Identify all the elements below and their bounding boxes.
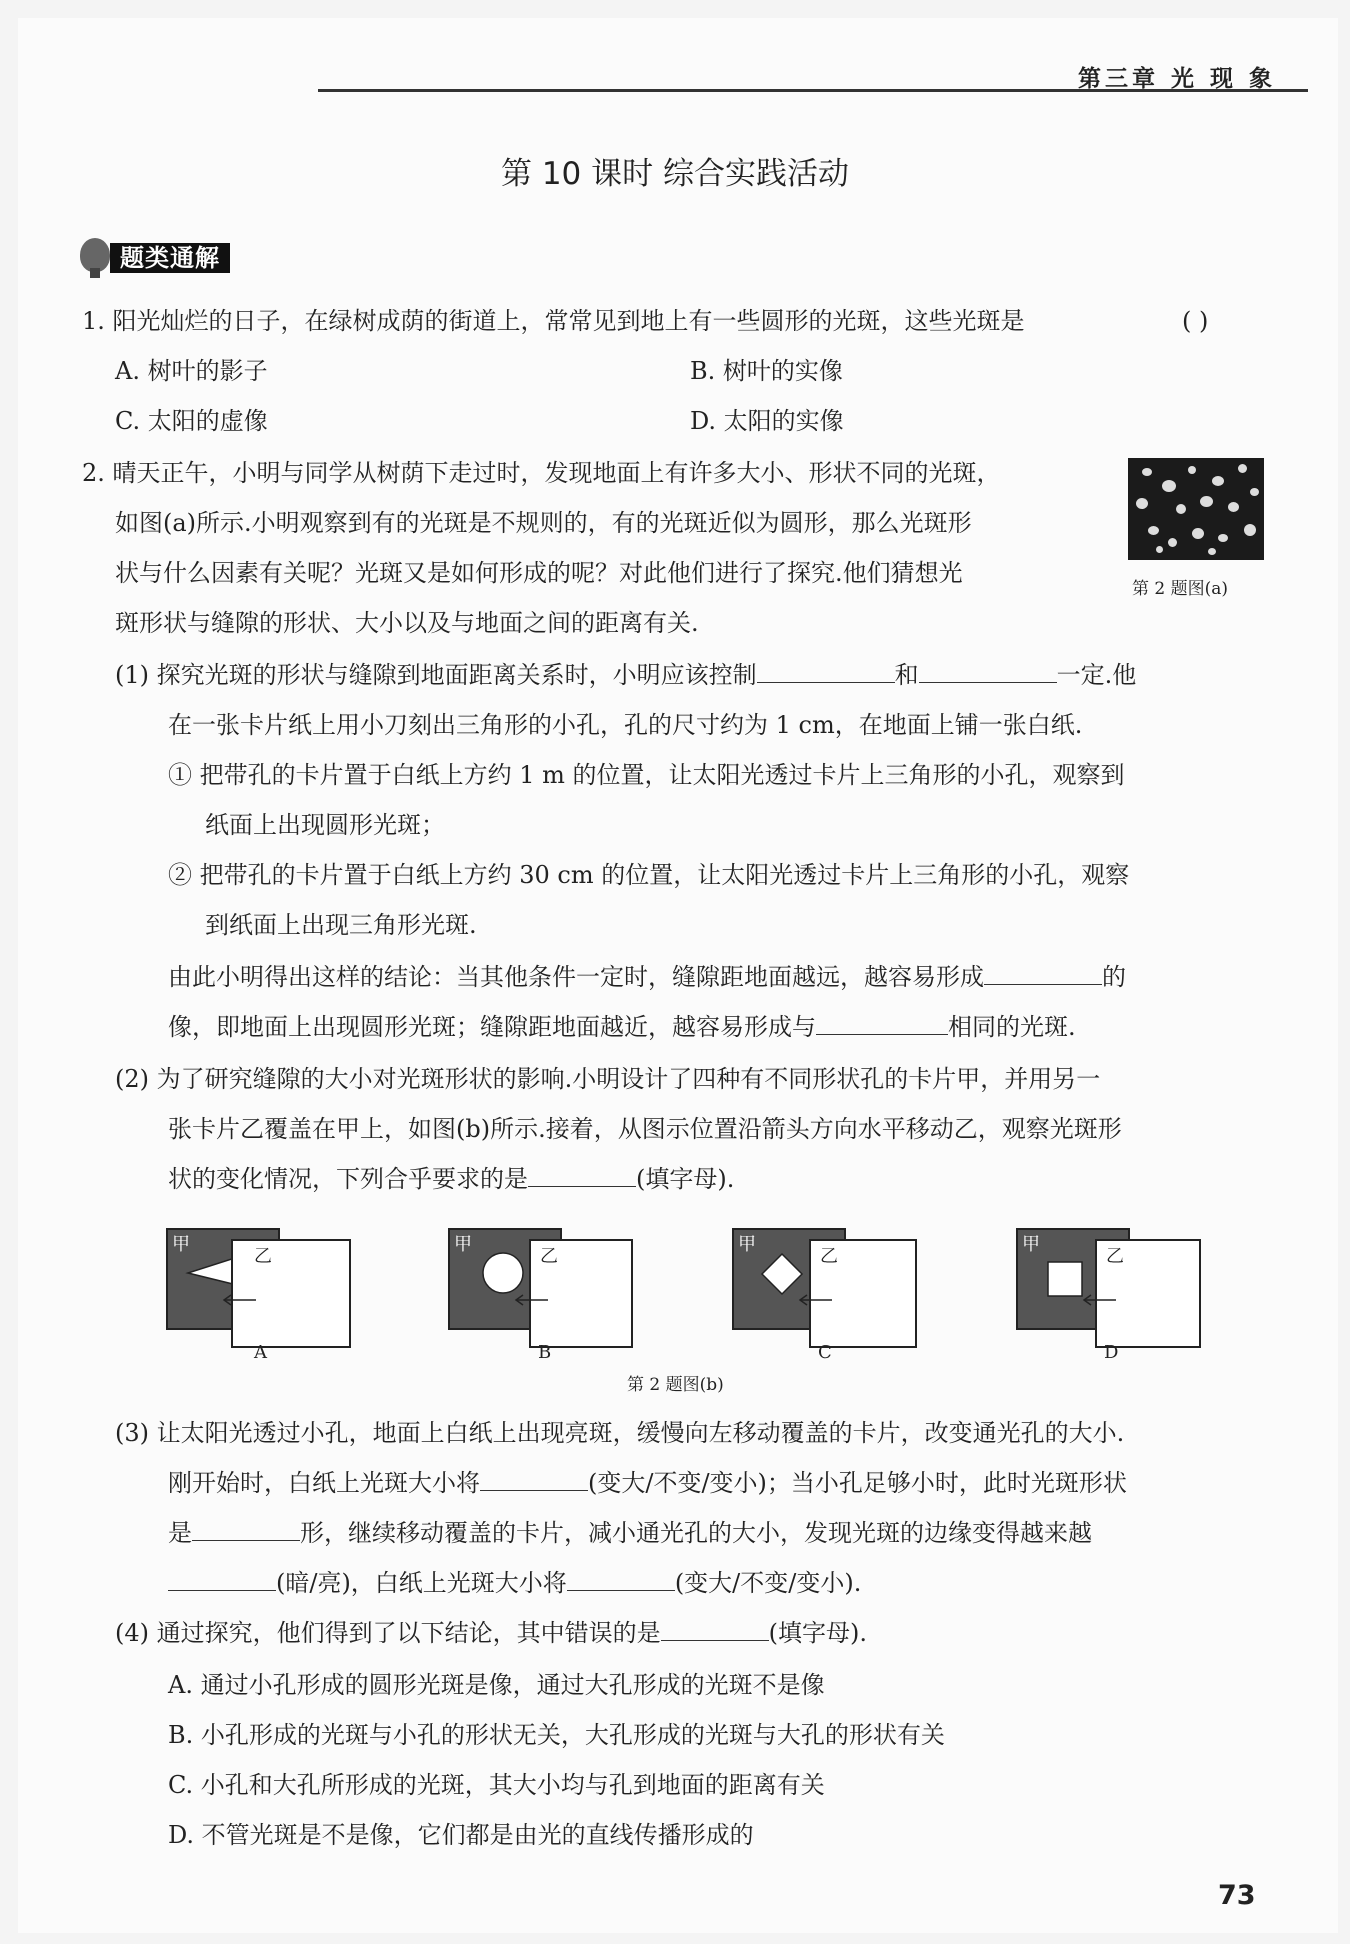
q1-option-c: C. 太阳的虚像: [115, 407, 268, 435]
card-jia-label: 甲: [1022, 1234, 1040, 1255]
q2-part1-step2-b: 到纸面上出现三角形光斑.: [205, 911, 477, 939]
answer-blank[interactable]: [816, 1012, 948, 1035]
card-yi-label: 乙: [1106, 1246, 1124, 1267]
q2-part3-line-3: [168, 1518, 1092, 1548]
option-letter: A: [254, 1342, 267, 1363]
q2-part4-option-c: C. 小孔和大孔所形成的光斑，其大小均与孔到地面的距离有关: [168, 1771, 825, 1799]
chapter-header: 第三章 光 现 象: [1078, 66, 1277, 92]
q2-part4-text-b: (填字母).: [768, 1619, 867, 1647]
answer-blank[interactable]: [919, 660, 1057, 683]
option-letter: C: [818, 1342, 832, 1363]
q2-part1-conclusion-2: [168, 1012, 1076, 1042]
q2-part2-text-b: (填字母).: [636, 1165, 735, 1193]
q2-part2-line-1: (2) 为了研究缝隙的大小对光斑形状的影响.小明设计了四种有不同形状孔的卡片甲，并用另一: [115, 1065, 1101, 1093]
q2-part1-step1-b: 纸面上出现圆形光斑；: [205, 811, 445, 839]
card-jia-label: 甲: [172, 1234, 190, 1255]
q1-option-d: D. 太阳的实像: [690, 407, 844, 435]
answer-blank[interactable]: [984, 962, 1102, 985]
q2-stem-line-3: 状与什么因素有关呢？光斑又是如何形成的呢？对此他们进行了探究.他们猜想光: [115, 559, 963, 587]
card-yi-label: 乙: [820, 1246, 838, 1267]
fig-b-option-b: [448, 1228, 638, 1363]
section-label: 题类通解: [110, 243, 230, 273]
q2-part1-line-1: [115, 660, 1136, 690]
q1-option-b: B. 树叶的实像: [690, 357, 843, 385]
conclusion-text-a: 由此小明得出这样的结论：当其他条件一定时，缝隙距地面越远，越容易形成: [168, 963, 984, 991]
fig-b-option-c: [732, 1228, 922, 1363]
q2-part1-text-a: (1) 探究光斑的形状与缝隙到地面距离关系时，小明应该控制: [115, 661, 757, 689]
q2-part4-line-1: [115, 1618, 867, 1648]
q2-part1-step2-a: ② 把带孔的卡片置于白纸上方约 30 cm 的位置，让太阳光透过卡片上三角形的小孔，观察: [168, 861, 1130, 889]
q2-part3-text-d: 形，继续移动覆盖的卡片，减小通光孔的大小，发现光斑的边缘变得越来越: [300, 1519, 1092, 1547]
answer-blank[interactable]: [661, 1618, 769, 1641]
q2-part4-option-b: B. 小孔形成的光斑与小孔的形状无关，大孔形成的光斑与大孔的形状有关: [168, 1721, 945, 1749]
q2-part3-line-1: (3) 让太阳光透过小孔，地面上白纸上出现亮斑，缓慢向左移动覆盖的卡片，改变通光孔的大小.: [115, 1419, 1125, 1447]
answer-blank[interactable]: [757, 660, 895, 683]
q2-part4-text-a: (4) 通过探究，他们得到了以下结论，其中错误的是: [115, 1619, 661, 1647]
option-letter: B: [538, 1342, 552, 1363]
q1-option-a: A. 树叶的影子: [115, 357, 268, 385]
q2-stem-line-1: 2. 晴天正午，小明与同学从树荫下走过时，发现地面上有许多大小、形状不同的光斑，: [82, 459, 1001, 487]
q2-part3-line-2: [168, 1468, 1127, 1498]
q2-part1-text-c: 一定.他: [1056, 661, 1137, 689]
fig-b-option-d: [1016, 1228, 1206, 1363]
q1-stem: 1. 阳光灿烂的日子，在绿树成荫的街道上，常常见到地上有一些圆形的光斑，这些光斑是: [82, 307, 1025, 335]
q2-part3-line-4: [168, 1568, 861, 1598]
answer-blank[interactable]: [168, 1568, 276, 1591]
light-spots-photo: [1128, 458, 1264, 560]
q2-part1-line-2: 在一张卡片纸上用小刀刻出三角形的小孔，孔的尺寸约为 1 cm，在地面上铺一张白纸.: [168, 711, 1083, 739]
q2-part4-option-a: A. 通过小孔形成的圆形光斑是像，通过大孔形成的光斑不是像: [168, 1671, 825, 1699]
option-letter: D: [1104, 1342, 1119, 1363]
q2-part1-text-b: 和: [894, 661, 919, 689]
answer-blank[interactable]: [567, 1568, 675, 1591]
conclusion-text-c: 像，即地面上出现圆形光斑；缝隙距地面越近，越容易形成与: [168, 1013, 816, 1041]
card-yi-label: 乙: [540, 1246, 558, 1267]
answer-blank[interactable]: [192, 1518, 300, 1541]
q2-part2-text-a: 状的变化情况，下列合乎要求的是: [168, 1165, 528, 1193]
card-jia-label: 甲: [738, 1234, 756, 1255]
q2-stem-line-4: 斑形状与缝隙的形状、大小以及与地面之间的距离有关.: [115, 609, 699, 637]
q2-part1-step1-a: ① 把带孔的卡片置于白纸上方约 1 m 的位置，让太阳光透过卡片上三角形的小孔，观察到: [168, 761, 1125, 789]
fig-a-caption: 第 2 题图(a): [1132, 579, 1229, 599]
answer-blank[interactable]: [528, 1164, 636, 1187]
q2-part2-line-3: [168, 1164, 734, 1194]
q2-part3-text-a: 刚开始时，白纸上光斑大小将: [168, 1469, 480, 1497]
q2-part2-line-2: 张卡片乙覆盖在甲上，如图(b)所示.接着，从图示位置沿箭头方向水平移动乙，观察光斑形: [168, 1115, 1122, 1143]
conclusion-text-d: 相同的光斑.: [948, 1013, 1076, 1041]
lightbulb-icon: [80, 238, 110, 272]
card-yi-label: 乙: [254, 1246, 272, 1267]
q2-part3-text-f: (变大/不变/变小).: [674, 1569, 862, 1597]
fig-b-caption: 第 2 题图(b): [627, 1375, 724, 1395]
conclusion-text-b: 的: [1102, 963, 1126, 991]
q2-part3-text-e: (暗/亮)，白纸上光斑大小将: [276, 1569, 567, 1597]
q2-part3-text-b: (变大/不变/变小)；当小孔足够小时，此时光斑形状: [588, 1469, 1127, 1497]
answer-blank[interactable]: [480, 1468, 588, 1491]
card-jia-label: 甲: [454, 1234, 472, 1255]
page-number: 73: [1218, 1880, 1256, 1911]
q2-part1-conclusion-1: [168, 962, 1126, 992]
lesson-title: 第 10 课时 综合实践活动: [500, 156, 849, 192]
q2-part4-option-d: D. 不管光斑是不是像，它们都是由光的直线传播形成的: [168, 1821, 754, 1849]
q2-stem-line-2: 如图(a)所示.小明观察到有的光斑是不规则的，有的光斑近似为圆形，那么光斑形: [115, 509, 972, 537]
fig-b-option-a: [166, 1228, 356, 1363]
q1-answer-bracket: ( ): [1182, 307, 1209, 335]
q2-part3-text-c: 是: [168, 1519, 192, 1547]
